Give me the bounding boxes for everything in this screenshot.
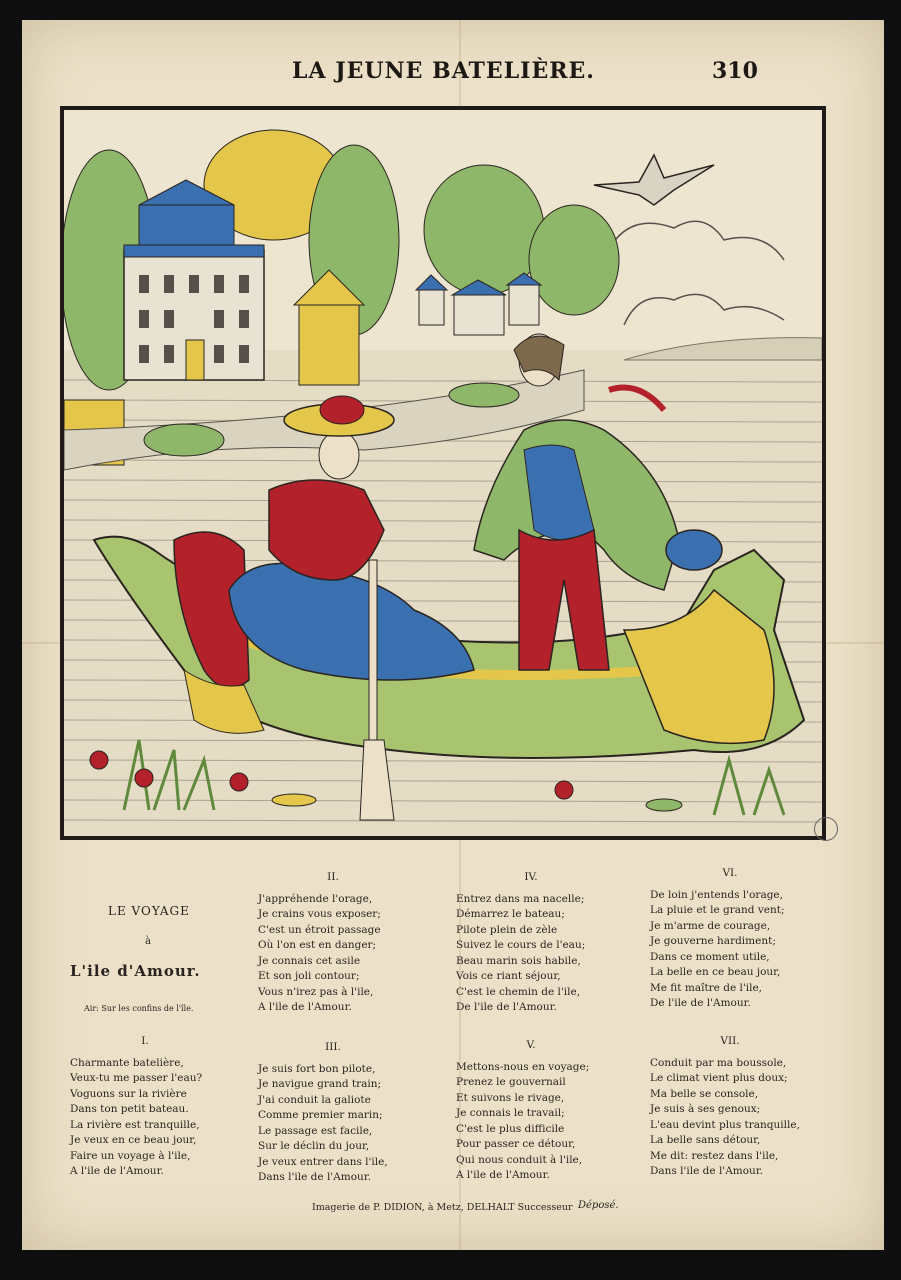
verse-line: A l'ile de l'Amour. <box>70 1165 164 1177</box>
verse-line: Je navigue grand train; <box>258 1078 382 1090</box>
verse-line: La pluie et le grand vent; <box>650 904 785 916</box>
verse-4 <box>456 870 606 1016</box>
song-heading: LE VOYAGE <box>108 904 190 918</box>
verse-line: Vous n'irez pas à l'ile, <box>258 985 374 998</box>
verse-line: Comme premier marin; <box>258 1109 383 1121</box>
verse-6 <box>650 866 810 1012</box>
verse-line: Et suivons le rivage, <box>456 1091 565 1104</box>
verse-line: A l'ile de l'Amour. <box>258 1001 352 1013</box>
verse-number: II. <box>327 871 339 883</box>
verse-line: Pilote plein de zèle <box>456 923 558 936</box>
verse-line: Dans l'ile de l'Amour. <box>258 1171 372 1183</box>
verse-line: Entrez dans ma nacelle; <box>456 892 585 905</box>
song-heading-a: à <box>145 936 151 947</box>
verse-line: Me dit: restez dans l'ile, <box>650 1149 779 1162</box>
broadsheet-page <box>22 20 884 1250</box>
verse-line: J'ai conduit la galiote <box>258 1093 371 1106</box>
verse-3 <box>258 1040 408 1186</box>
verse-line: Faire un voyage à l'ile, <box>70 1149 191 1162</box>
song-title: L'ile d'Amour. <box>70 962 201 980</box>
verse-line: Je gouverne hardiment; <box>650 935 776 947</box>
verse-line: De loin j'entends l'orage, <box>650 888 783 901</box>
verse-line: C'est le plus difficile <box>456 1122 565 1135</box>
verse-line: La belle sans détour, <box>650 1134 761 1146</box>
verse-line: C'est le chemin de l'ile, <box>456 985 581 998</box>
verse-line: La rivière est tranquille, <box>70 1118 200 1131</box>
verse-line: Je connais cet asile <box>258 954 361 967</box>
verse-line: Dans ton petit bateau. <box>70 1103 189 1115</box>
verse-line: De l'ile de l'Amour. <box>650 997 751 1009</box>
verse-line: Suivez le cours de l'eau; <box>456 939 586 951</box>
verse-number: III. <box>325 1041 341 1053</box>
verse-1 <box>70 1034 220 1180</box>
verse-line: Je suis fort bon pilote, <box>258 1062 376 1075</box>
verse-line: Où l'on est en danger; <box>258 939 377 951</box>
verse-2 <box>258 870 408 1016</box>
woodcut-illustration <box>60 106 826 840</box>
song-air: Air: Sur les confins de l'île. <box>84 1004 194 1013</box>
page-title: LA JEUNE BATELIÈRE. <box>292 58 595 84</box>
verse-line: Ma belle se console, <box>650 1087 759 1100</box>
verse-line: Démarrez le bateau; <box>456 908 565 920</box>
verse-line: Je suis à ses genoux; <box>650 1103 761 1115</box>
verse-line: Pour passer ce détour, <box>456 1138 576 1150</box>
verse-number: V. <box>526 1039 536 1051</box>
verse-number: VII. <box>720 1035 740 1047</box>
verse-line: Dans l'ile de l'Amour. <box>650 1165 764 1177</box>
verse-line: De l'ile de l'Amour. <box>456 1001 557 1013</box>
verse-line: Dans ce moment utile, <box>650 950 770 963</box>
verse-line: Le climat vient plus doux; <box>650 1072 788 1084</box>
verse-line: Je veux entrer dans l'ile, <box>258 1155 388 1168</box>
verse-number: VI. <box>722 867 738 879</box>
verse-line: Prenez le gouvernail <box>456 1076 566 1088</box>
verse-line: Je connais le travail; <box>456 1107 565 1119</box>
verse-line: Conduit par ma boussole, <box>650 1056 787 1069</box>
verse-line: Sur le déclin du jour, <box>258 1140 370 1152</box>
verse-5 <box>456 1038 606 1184</box>
verse-line: Je crains vous exposer; <box>258 908 381 920</box>
verse-line: A l'ile de l'Amour. <box>456 1169 550 1181</box>
verse-number: I. <box>141 1035 149 1047</box>
verse-number: IV. <box>524 871 538 883</box>
verse-line: Me fit maître de l'ile, <box>650 981 763 994</box>
verse-line: La belle en ce beau jour, <box>650 966 781 978</box>
print-number: 310 <box>712 58 758 84</box>
verse-line: Le passage est facile, <box>258 1124 373 1137</box>
verse-line: C'est un étroit passage <box>258 923 381 936</box>
verse-line: L'eau devint plus tranquille, <box>650 1118 800 1131</box>
verse-line: Je veux en ce beau jour, <box>70 1134 197 1146</box>
verse-7 <box>650 1034 810 1180</box>
verse-line: Vois ce riant séjour, <box>456 970 561 982</box>
printer-imprint: Imagerie de P. DIDION, à Metz, DELHALT Successeur <box>312 1202 573 1213</box>
verse-line: Je m'arme de courage, <box>650 919 771 932</box>
verse-line: J'appréhende l'orage, <box>258 892 373 905</box>
verse-line: Et son joli contour; <box>258 970 360 982</box>
verse-line: Qui nous conduit à l'ile, <box>456 1153 583 1166</box>
verse-line: Beau marin sois habile, <box>456 954 581 967</box>
verse-line: Mettons-nous en voyage; <box>456 1060 590 1073</box>
library-stamp <box>814 817 838 841</box>
depose-mark: Déposé. <box>578 1200 619 1211</box>
verse-line: Voguons sur la rivière <box>70 1087 187 1100</box>
verse-line: Charmante batelière, <box>70 1056 184 1069</box>
verse-line: Veux-tu me passer l'eau? <box>70 1072 203 1084</box>
